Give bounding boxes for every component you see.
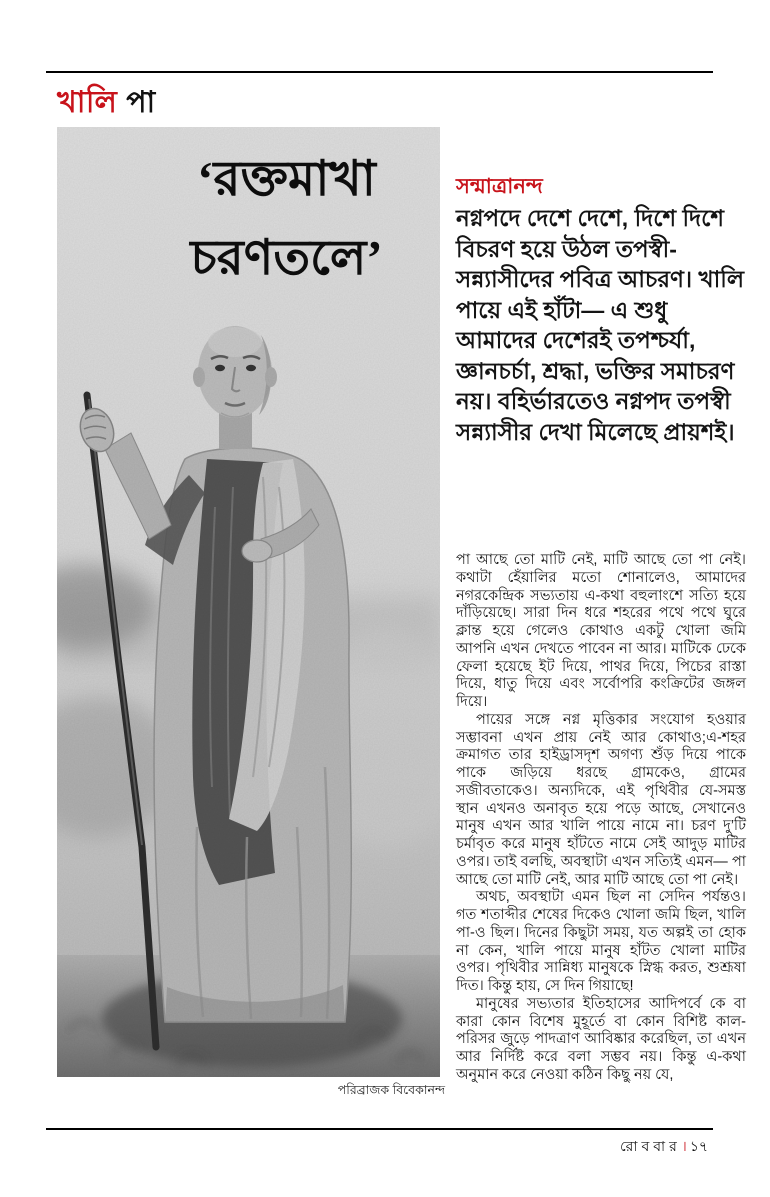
photo-caption: পরিব্রাজক বিবেকানন্দ [337, 1083, 445, 1097]
body-paragraph: অথচ, অবস্থাটা এমন ছিল না সেদিন পর্যন্তও। গত শতাব্দীর শেষের দিকেও খোলা জমি ছিল, খালি পা-ও ছিল। দিনের কিছুটা সময়, যত অল্পই তা হোক না কেন, খালি পায়ে মানুষ হাঁটত খোলা মাটির ওপর। পৃথিবীর সান্নিধ্য মানুষকে স্নিগ্ধ করত, শুশ্রূষা দিত। কিন্তু হায়, সে দিন গিয়াছে! [456, 889, 746, 994]
page-footer [620, 1135, 708, 1159]
article-title-line2: চরণতলে’ [190, 230, 383, 286]
article-title-line1: ‘রক্তমাখা [197, 151, 376, 206]
lead-paragraph: নগ্নপদে দেশে দেশে, দিশে দিশে বিচরণ হয়ে উঠল তপস্বী-সন্ন্যাসীদের পবিত্র আচরণ। খালি পায়ে এই হাঁটা— এ শুধু আমাদের দেশেরই তপশ্চর্যা, জ্ঞানচর্চা, শ্রদ্ধা, ভক্তির সমাচরণ নয়। বহির্ভারতেও নগ্নপদ তপস্বী সন্ন্যাসীর দেখা মিলেছে প্রায়শই। [456, 205, 744, 446]
article-title [135, 139, 438, 298]
body-paragraph: পা আছে তো মাটি নেই, মাটি আছে তো পা নেই। কথাটা হেঁয়ালির মতো শোনালেও, আমাদের নগরকেন্দ্রিক সভ্যতায় এ-কথা বহুলাংশে সত্যি হয়ে দাঁড়িয়েছে। সারা দিন ধরে শহরের পথে পথে ঘুরে ক্লান্ত হয়ে গেলেও কোথাও একটু খোলা জমি আপনি এখন দেখতে পাবেন না আর। মাটিকে ঢেকে ফেলা হয়েছে ইট দিয়ে, পাথর দিয়ে, পিচের রাস্তা দিয়ে, ধাতু দিয়ে এবং সর্বোপরি কংক্রিটের জঙ্গল দিয়ে। [456, 552, 746, 710]
kicker-word-black: পা [126, 86, 156, 119]
page-number: ১৭ [689, 1138, 708, 1154]
kicker-word-red: খালি [57, 86, 118, 119]
body-paragraph: পায়ের সঙ্গে নগ্ন মৃত্তিকার সংযোগ হওয়ার সম্ভাবনা এখন প্রায় নেই আর কোথাও;এ-শহর ক্রমাগত তার হাইড্রাসদৃশ অগণ্য শুঁড় দিয়ে পাকে পাকে জড়িয়ে ধরছে গ্রামকেও, গ্রামের সজীবতাকেও। অন্যদিকে, এই পৃথিবীর যে-সমস্ত স্থান এখনও অনাবৃত হয়ে পড়ে আছে, সেখানেও মানুষ এখন আর খালি পায়ে নামে না। চরণ দু’টি চর্মাবৃত করে মানুষ হাঁটতে নামে সেই আদুড় মাটির ওপর। তাই বলছি, অবস্থাটা এখন সত্যিই এমন— পা আছে তো মাটি নেই, আর মাটি আছে তো পা নেই। [456, 711, 746, 888]
author-byline: সন্মাত্রানন্দ [456, 175, 543, 198]
top-rule-line [46, 71, 713, 73]
magazine-name: রোববার [620, 1138, 681, 1154]
vivekananda-photo [57, 127, 440, 1077]
bottom-rule-line [46, 1128, 713, 1130]
section-kicker [57, 78, 156, 129]
body-paragraph: মানুষের সভ্যতার ইতিহাসের আদিপর্বে কে বা কারা কোন বিশেষ মুহূর্তে বা কোন বিশিষ্ট কাল-পরিসর জুড়ে পাদত্রাণ আবিষ্কার করেছিল, তা এখন আর নির্দিষ্ট করে বলা সম্ভব নয়। কিন্তু এ-কথা অনুমান করে নেওয়া কঠিন কিছু নয় যে, [456, 995, 746, 1083]
body-text-column [456, 552, 746, 1085]
footer-separator: । [681, 1138, 687, 1154]
